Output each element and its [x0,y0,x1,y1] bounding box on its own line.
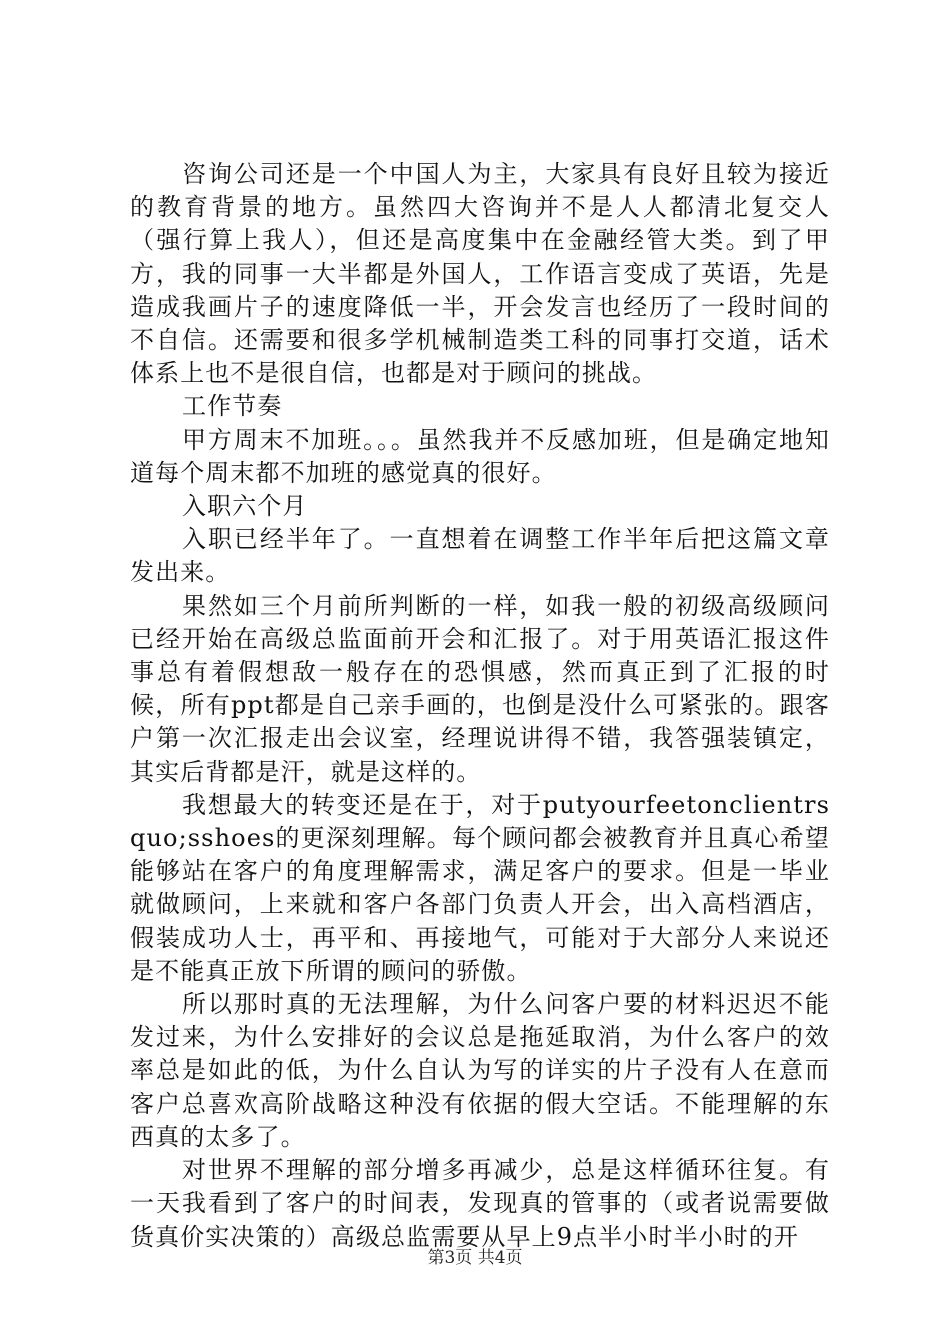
heading-work-rhythm: 工作节奏 [182,392,283,421]
paragraph-no-weekend-overtime: 甲方周末不加班。。。虽然我并不反感加班，但是确定地知道每个周末都不加班的感觉真的很好。 [130,425,830,487]
heading-six-months: 入职六个月 [182,492,308,521]
paragraph-reporting: 果然如三个月前所判断的一样，如我一般的初级高级顾问已经开始在高级总监面前开会和汇报了。对于用英语汇报这件事总有着假想敌一般存在的恐惧感，然而真正到了汇报的时候，所有ppt都是自己亲手画的，也倒是没什么可紧张的。跟客户第一次汇报走出会议室，经理说讲得不错，我答强装镇定，其实后背都是汗，就是这样的。 [130,591,830,786]
document-body [130,158,830,1254]
paragraph-half-year: 入职已经半年了。一直想着在调整工作半年后把这篇文章发出来。 [130,525,830,587]
paragraph-consulting-background: 咨询公司还是一个中国人为主，大家具有良好且较为接近的教育背景的地方。虽然四大咨询并不是人人都清北复交人（强行算上我人），但还是高度集中在金融经管大类。到了甲方，我的同事一大半都是外国人，工作语言变成了英语，先是造成我画片子的速度降低一半，开会发言也经历了一段时间的不自信。还需要和很多学机械制造类工科的同事打交道，话术体系上也不是很自信，也都是对于顾问的挑战。 [130,160,830,388]
page-number-footer: 第3页 共4页 [427,1248,523,1268]
paragraph-client-shoes: 我想最大的转变还是在于，对于putyourfeetonclientrsquo;sshoes的更深刻理解。每个顾问都会被教育并且真心希望能够站在客户的角度理解需求，满足客户的要求。但是一毕业就做顾问，上来就和客户各部门负责人开会，出入高档酒店，假装成功人士，再平和、再接地气，可能对于大部分人来说还是不能真正放下所谓的顾问的骄傲。 [130,790,830,985]
paragraph-could-not-understand: 所以那时真的无法理解，为什么问客户要的材料迟迟不能发过来，为什么安排好的会议总是拖延取消，为什么客户的效率总是如此的低，为什么自认为写的详实的片子没有人在意而客户总喜欢高阶战略这种没有依据的假大空话。不能理解的东西真的太多了。 [130,990,830,1151]
paragraph-client-schedule: 对世界不理解的部分增多再减少，总是这样循环往复。有一天我看到了客户的时间表，发现真的管事的（或者说需要做货真价实决策的）高级总监需要从早上9点半小时半小时的开 [130,1156,830,1251]
